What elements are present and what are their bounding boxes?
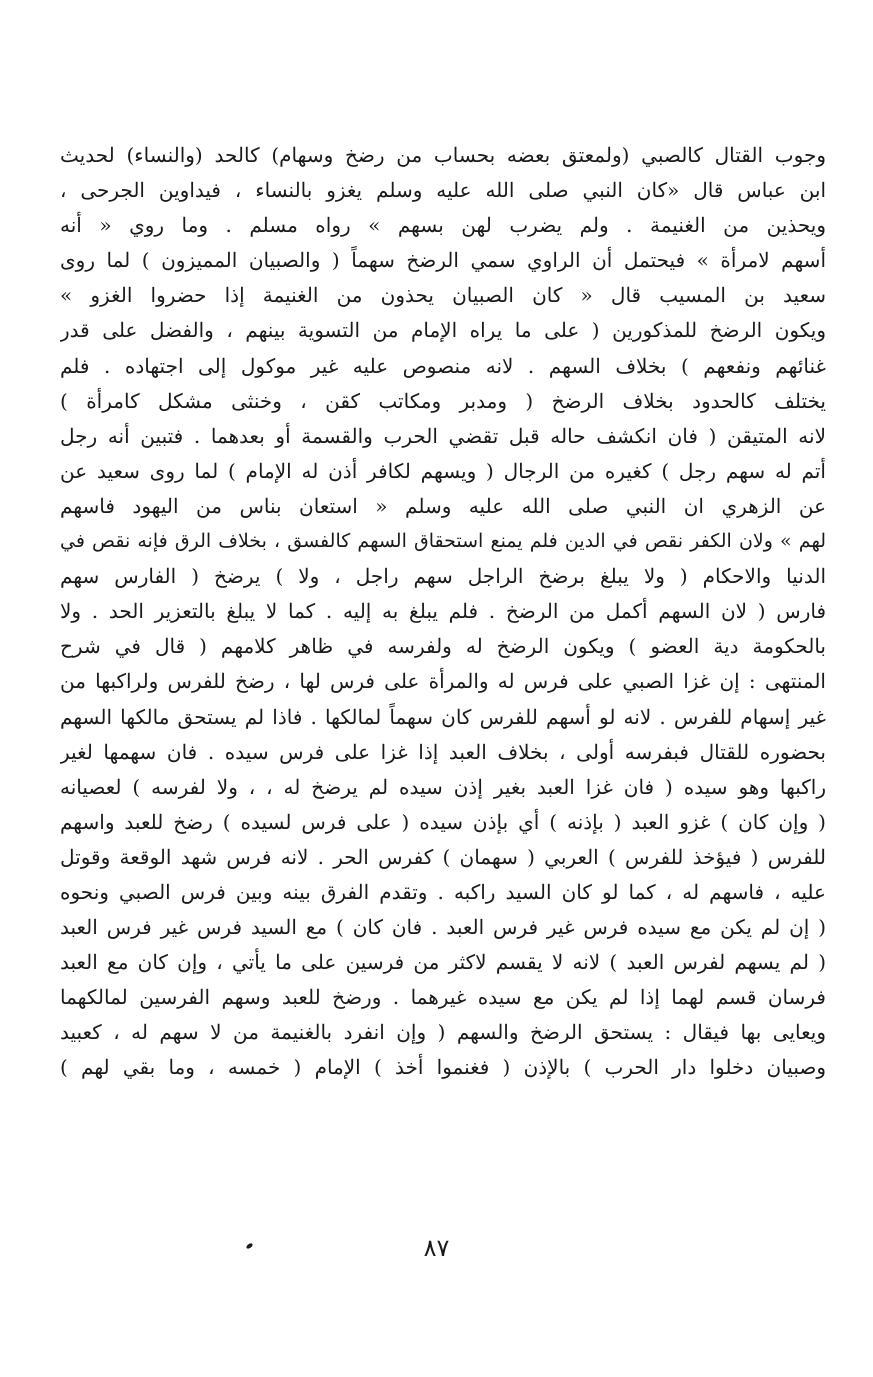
text-line: ويكون الرضخ للمذكورين ( على ما يراه الإمام من التسوية بينهم ، والفضل على قدر <box>60 318 826 343</box>
text-line: لهم » ولان الكفر نقص في الدين فلم يمنع استحقاق السهم كالفسق ، بخلاف الرق فإنه نقص في <box>60 530 826 553</box>
text-line: أسهم لامرأة » فيحتمل أن الراوي سمي الرضخ سهماً ( والصبيان المميزون ) لما روى <box>60 248 826 273</box>
text-line: بحضوره للقتال فبفرسه أولى ، بخلاف العبد إذا غزا على فرس سيده . فان سهمها لغير <box>60 739 826 764</box>
text-line: ويعايى بها فيقال : يستحق الرضخ والسهم ( وإن انفرد بالغنيمة من لا سهم له ، كعبيد <box>60 1020 826 1045</box>
text-line: ويحذين من الغنيمة . ولم يضرب لهن بسهم » رواه مسلم . وما روي « أنه <box>60 213 826 238</box>
text-line: فرسان قسم لهما إذا لم يكن مع سيده غيرهما . ورضخ للعبد وسهم الفرسين لمالكهما <box>60 985 826 1010</box>
text-line: المنتهى : إن غزا الصبي على فرس له والمرأة على فرس لها ، رضخ للفرس ولراكبها من <box>60 669 826 694</box>
text-line: وصبيان دخلوا دار الحرب ) بالإذن ( فغنموا أخذ ) الإمام ( خمسه ، وما بقي لهم ) <box>60 1055 826 1080</box>
body-text <box>60 138 826 1086</box>
text-line: أتم له سهم رجل ) كغيره من الرجال ( ويسهم لكافر أذن له الإمام ) لما روى سعيد عن <box>60 458 826 483</box>
text-line: بالحكومة دية العضو ) ويكون الرضخ له ولفرسه في ظاهر كلامهم ( قال في شرح <box>60 634 826 659</box>
text-line: للفرس ( فيؤخذ للفرس ) العربي ( سهمان ) كفرس الحر . لانه فرس شهد الوقعة وقوتل <box>60 844 826 869</box>
text-line: الدنيا والاحكام ( ولا يبلغ برضخ الراجل سهم راجل ، ولا ) يرضخ ( الفارس سهم <box>60 564 826 589</box>
text-line: سعيد بن المسيب قال « كان الصبيان يحذون من الغنيمة إذا حضروا الغزو » <box>60 283 826 308</box>
text-line: راكبها وهو سيده ( فان غزا العبد بغير إذن سيده لم يرضخ له ، ، ولا لفرسه ) لعصيانه <box>60 774 826 799</box>
text-line: فارس ( لان السهم أكمل من الرضخ . فلم يبلغ به إليه . كما لا يبلغ بالتعزير الحد . ولا <box>60 599 826 624</box>
text-line: غير إسهام للفرس . لانه لو أسهم للفرس كان سهماً لمالكها . فاذا لم يستحق مالكها السهم <box>60 704 826 729</box>
page-number: ٨٧ <box>423 1234 450 1262</box>
text-line: عليه ، فاسهم له ، كما لو كان السيد راكبه . وتقدم الفرق بينه وبين فرس الصبي ونحوه <box>60 879 826 904</box>
text-line: ( إن لم يكن مع سيده فرس غير فرس العبد . فان كان ) مع السيد فرس غير فرس العبد <box>60 915 826 940</box>
text-line: ( لم يسهم لفرس العبد ) لانه لا يقسم لاكثر من فرسين على ما يأتي ، وإن كان مع العبد <box>60 950 826 975</box>
text-line: ابن عباس قال «كان النبي صلى الله عليه وسلم يغزو بالنساء ، فيداوين الجرحى ، <box>60 178 826 203</box>
text-line: لانه المتيقن ( فان انكشف حاله قبل تقضي الحرب والقسمة أو بعدهما . فتبين أنه رجل <box>60 423 826 448</box>
text-line: عن الزهري ان النبي صلى الله عليه وسلم « استعان بناس من اليهود فاسهم <box>60 493 826 518</box>
text-line: وجوب القتال كالصبي (ولمعتق بعضه بحساب من رضخ وسهام) كالحد (والنساء) لحديث <box>60 143 826 167</box>
text-line: غنائهم ونفعهم ) بخلاف السهم . لانه منصوص عليه غير موكول إلى اجتهاده . فلم <box>60 353 826 378</box>
text-line: يختلف كالحدود بخلاف الرضخ ( ومدبر ومكاتب كقن ، وخنثى مشكل كامرأة ) <box>60 388 826 413</box>
text-line: ( وإن كان ) غزو العبد ( بإذنه ) أي بإذن سيده ( على فرس لسيده ) رضخ للعبد واسهم <box>60 809 826 834</box>
